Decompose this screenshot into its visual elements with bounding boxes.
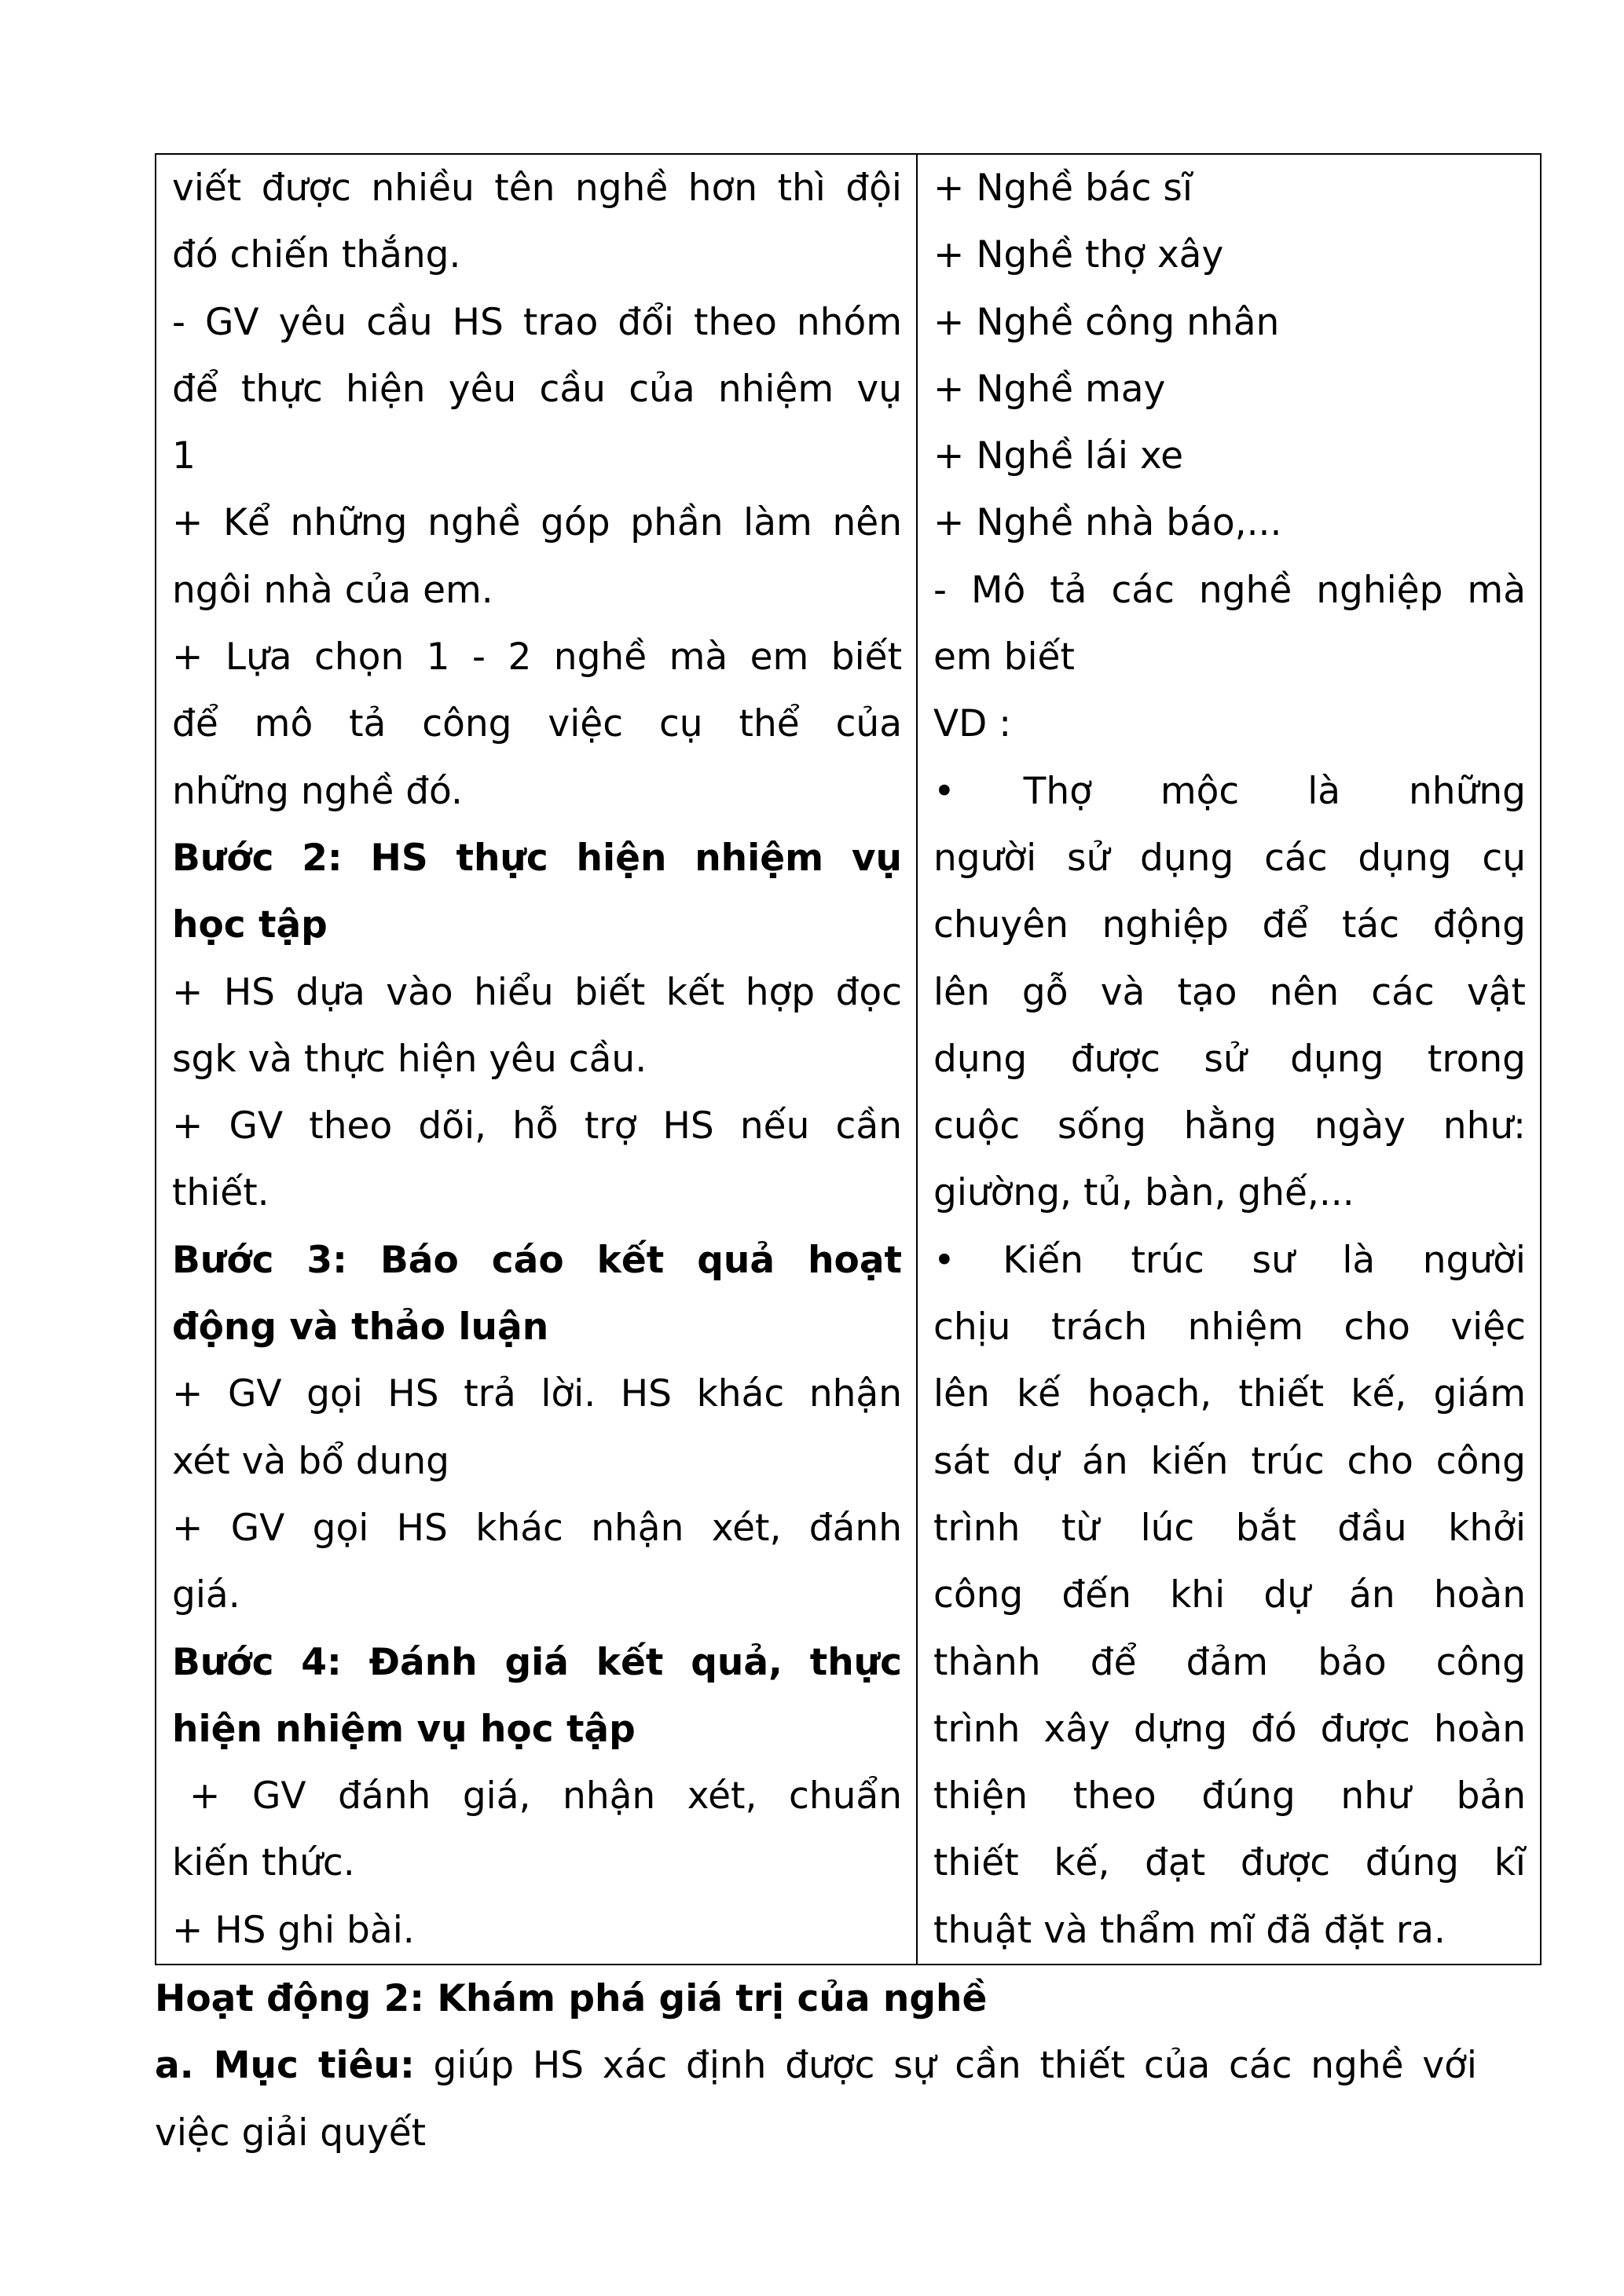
goal-label: a. Mục tiêu: [155, 2044, 415, 2088]
text-line: xét và bổ dung [172, 1439, 449, 1483]
text-line: giá. [172, 1573, 240, 1617]
text-line: ngôi nhà của em. [172, 568, 493, 612]
text-line: thiện theo đúng như bản [933, 1774, 1526, 1818]
text-line: Bước 4: Đánh giá kết quả, thực [172, 1640, 902, 1684]
text-line: trình xây dựng đó được hoàn [933, 1707, 1526, 1751]
goal-text-1: giúp HS xác định được sự cần thiết của các nghề với [414, 2044, 1477, 2088]
text-line: giường, tủ, bàn, ghế,... [933, 1171, 1355, 1215]
text-line: thiết kế, đạt được đúng kĩ [933, 1841, 1526, 1885]
text-line: + Nghề thợ xây [933, 233, 1224, 277]
text-line: sát dự án kiến trúc cho công [933, 1439, 1526, 1483]
text-line: • Kiến trúc sư là người [933, 1238, 1526, 1282]
teacher-activity-cell [156, 154, 917, 1965]
text-line: sgk và thực hiện yêu cầu. [172, 1037, 647, 1081]
text-line: động và thảo luận [172, 1305, 549, 1349]
text-line: những nghề đó. [172, 769, 463, 813]
text-line: + GV theo dõi, hỗ trợ HS nếu cần [172, 1104, 902, 1148]
text-line: + GV gọi HS trả lời. HS khác nhận [172, 1372, 902, 1416]
text-line: + Nghề may [933, 367, 1166, 411]
text-line: để mô tả công việc cụ thể của [172, 702, 902, 746]
text-line: + GV đánh giá, nhận xét, chuẩn [189, 1774, 902, 1818]
text-line: cuộc sống hằng ngày như: [933, 1104, 1526, 1148]
text-line: chuyên nghiệp để tác động [933, 903, 1526, 947]
text-line: - Mô tả các nghề nghiệp mà [933, 568, 1526, 612]
text-line: + Nghề lái xe [933, 434, 1184, 478]
text-line: viết được nhiều tên nghề hơn thì đội [172, 167, 902, 210]
text-line: + Nghề công nhân [933, 300, 1280, 344]
text-line: hiện nhiệm vụ học tập [172, 1707, 636, 1751]
lesson-table [155, 153, 1542, 1965]
activity-2-heading: Hoạt động 2: Khám phá giá trị của nghề [155, 1977, 988, 2021]
text-line: + Kể những nghề góp phần làm nên [172, 501, 902, 545]
text-line: - GV yêu cầu HS trao đổi theo nhóm [172, 300, 902, 344]
text-line: Bước 2: HS thực hiện nhiệm vụ [172, 836, 902, 880]
text-line: • Thợ mộc là những [933, 769, 1526, 813]
text-line: 1 [172, 434, 196, 478]
text-line: dụng được sử dụng trong [933, 1037, 1526, 1081]
text-line: + Nghề bác sĩ [933, 167, 1193, 210]
text-line: + Lựa chọn 1 - 2 nghề mà em biết [172, 635, 902, 679]
text-line: đó chiến thắng. [172, 233, 461, 277]
text-line: thuật và thẩm mĩ đã đặt ra. [933, 1908, 1446, 1952]
text-line: + GV gọi HS khác nhận xét, đánh [172, 1506, 902, 1550]
text-line: VD : [933, 702, 1012, 746]
document-page [155, 153, 1526, 2166]
text-line: trình từ lúc bắt đầu khởi [933, 1506, 1526, 1550]
text-line: + HS dựa vào hiểu biết kết hợp đọc [172, 970, 902, 1014]
text-line: em biết [933, 635, 1075, 679]
text-line: + HS ghi bài. [172, 1908, 415, 1952]
text-line: thiết. [172, 1171, 269, 1215]
text-line: học tập [172, 903, 328, 947]
text-line: Bước 3: Báo cáo kết quả hoạt [172, 1238, 902, 1282]
text-line: thành để đảm bảo công [933, 1640, 1526, 1684]
text-line: + Nghề nhà báo,... [933, 501, 1282, 545]
text-line: lên kế hoạch, thiết kế, giám [933, 1372, 1526, 1416]
goal-paragraph-line-2: việc giải quyết [155, 2111, 427, 2155]
text-line: lên gỗ và tạo nên các vật [933, 970, 1526, 1014]
text-line: chịu trách nhiệm cho việc [933, 1305, 1526, 1349]
text-line: người sử dụng các dụng cụ [933, 836, 1526, 880]
table-row [156, 154, 1541, 1965]
student-product-cell [917, 154, 1541, 1965]
text-line: để thực hiện yêu cầu của nhiệm vụ [172, 367, 902, 411]
text-line: công đến khi dự án hoàn [933, 1573, 1526, 1617]
activity-2-section [155, 1965, 1477, 2166]
text-line: kiến thức. [172, 1841, 355, 1885]
goal-paragraph-line-1 [155, 2032, 1477, 2099]
